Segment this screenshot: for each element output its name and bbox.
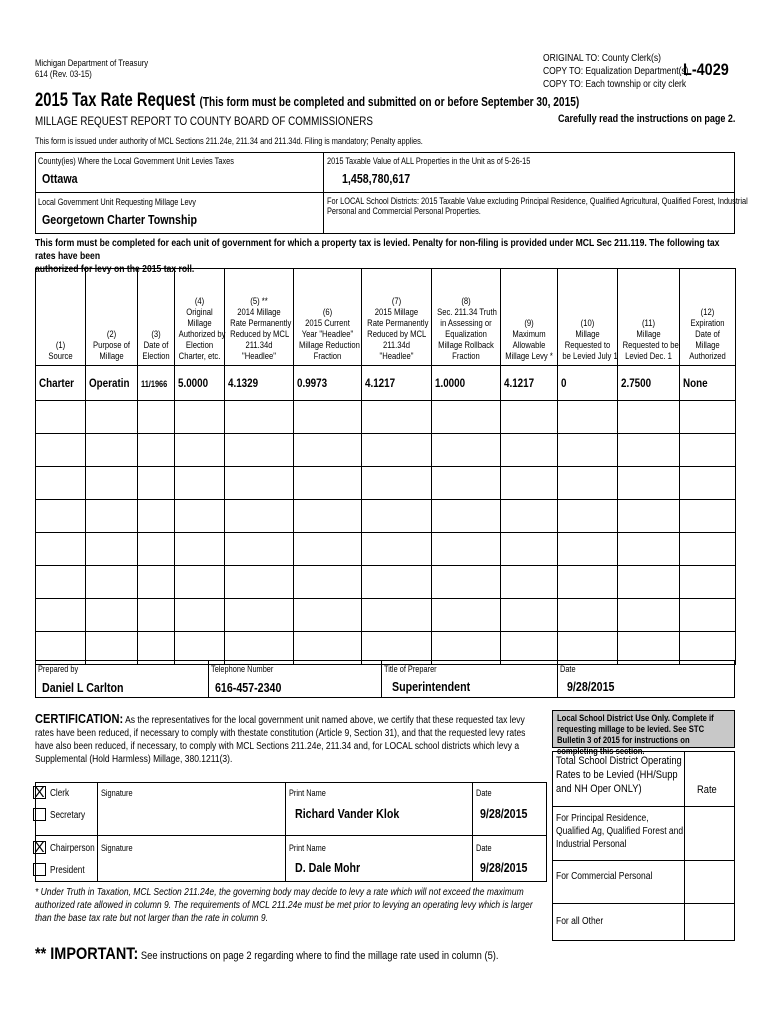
taxable-value-field[interactable]: 1,458,780,617 xyxy=(342,171,411,186)
table-cell[interactable] xyxy=(680,566,736,599)
column-header-line: in Assessing or xyxy=(440,318,492,328)
column-header-7 xyxy=(362,269,432,366)
table-cell[interactable] xyxy=(501,434,558,467)
cell-value: 2.7500 xyxy=(621,376,652,390)
certification-text: As the representatives for the local government unit named above, we certify that these requested tax levy rates have been reduced, if necessary to comply with thestate constitution (Article 9, Section 31), and that the requested levy rates have also been reduced, if necessary, to comply with MCL Sections 211.24e, 211.34 and, for LOCAL school districts which levy a Supplemental (Hold Harmless) Millage, 380.1211(3). xyxy=(35,715,526,765)
sign-date-label: Date xyxy=(476,788,492,798)
table-cell[interactable] xyxy=(294,366,362,401)
school-rate-header: Rate xyxy=(697,784,717,796)
divider xyxy=(285,782,286,882)
important-text: See instructions on page 2 regarding where to find the millage rate used in column (5). xyxy=(140,950,499,962)
table-cell[interactable] xyxy=(175,366,225,401)
column-header-line: "Headlee" xyxy=(242,351,276,361)
title-text: 2015 Tax Rate Request xyxy=(35,90,196,111)
president-checkbox[interactable] xyxy=(33,863,46,876)
table-cell[interactable] xyxy=(618,500,680,533)
divider xyxy=(684,751,685,941)
column-header-line: Fraction xyxy=(313,351,342,361)
phone-field[interactable]: 616-457-2340 xyxy=(215,680,282,695)
table-cell[interactable] xyxy=(432,366,501,401)
table-cell[interactable] xyxy=(501,366,558,401)
column-header-line: Allowable xyxy=(512,340,546,350)
table-row xyxy=(36,566,736,599)
column-header-line: Authorized by xyxy=(178,329,226,339)
table-cell[interactable] xyxy=(501,500,558,533)
table-cell[interactable] xyxy=(362,500,432,533)
clerk-date-field[interactable]: 9/28/2015 xyxy=(480,806,528,821)
column-header-4 xyxy=(175,269,225,366)
instructions-note: Carefully read the instructions on page 2. xyxy=(558,113,736,125)
column-header-line: Election xyxy=(142,351,170,361)
cell-value: None xyxy=(683,376,708,390)
divider xyxy=(35,192,735,193)
column-header-line: (4) xyxy=(194,296,205,306)
important-note xyxy=(35,944,498,964)
table-cell[interactable] xyxy=(432,533,501,566)
column-header-line: Date of xyxy=(143,340,169,350)
table-cell[interactable] xyxy=(138,401,175,434)
table-cell[interactable] xyxy=(294,401,362,434)
table-cell[interactable] xyxy=(618,467,680,500)
column-header-6 xyxy=(294,269,362,366)
table-cell[interactable] xyxy=(294,467,362,500)
table-cell[interactable] xyxy=(138,467,175,500)
table-cell[interactable] xyxy=(175,566,225,599)
table-cell[interactable] xyxy=(138,566,175,599)
school-district-note xyxy=(552,710,735,756)
column-header-11 xyxy=(618,269,680,366)
column-header-line: Millage xyxy=(636,329,661,339)
table-row xyxy=(36,599,736,632)
signature-label: Signature xyxy=(101,788,133,798)
table-cell[interactable] xyxy=(558,434,618,467)
divider xyxy=(552,860,735,861)
column-header-line: Year "Headlee" xyxy=(301,329,354,339)
divider xyxy=(381,660,382,698)
column-header-line: Rate Permanently xyxy=(230,318,292,328)
truth-in-taxation-footnote xyxy=(35,886,547,925)
table-cell[interactable] xyxy=(175,500,225,533)
table-cell[interactable] xyxy=(175,599,225,632)
column-header-line: (9) xyxy=(524,318,534,328)
column-header-line: Election xyxy=(185,340,214,350)
preparer-title-field[interactable]: Superintendent xyxy=(392,679,471,694)
column-header-line: Millage xyxy=(575,329,600,339)
school-taxable-label-2: Personal and Commercial Personal Properties. xyxy=(327,206,481,216)
column-header-line: Millage xyxy=(695,340,720,350)
column-header-8 xyxy=(432,269,501,366)
table-cell[interactable] xyxy=(294,533,362,566)
prepared-by-label: Prepared by xyxy=(38,664,79,674)
column-header-5 xyxy=(225,269,294,366)
page-title xyxy=(35,90,579,112)
table-cell[interactable] xyxy=(501,599,558,632)
column-header-line: Millage Levy * xyxy=(505,351,553,361)
column-header-1 xyxy=(36,269,86,366)
school-rate-other-input[interactable] xyxy=(686,905,734,940)
column-header-12 xyxy=(680,269,736,366)
table-cell[interactable] xyxy=(36,467,86,500)
certification-heading: CERTIFICATION: xyxy=(35,711,124,726)
divider xyxy=(97,782,98,882)
cell-value: 4.1217 xyxy=(365,376,396,390)
column-header-line: Requested to be xyxy=(622,340,679,350)
divider xyxy=(557,660,558,698)
cell-value: Operatin xyxy=(89,376,130,390)
table-cell[interactable] xyxy=(225,434,294,467)
cell-value: 0 xyxy=(561,376,567,390)
table-cell[interactable] xyxy=(36,434,86,467)
divider xyxy=(35,835,547,836)
table-cell[interactable] xyxy=(618,533,680,566)
notice-line-1: This form must be completed for each unit of government for which a property tax is levied. Penalty for non-filing is provided under MCL Sec 211.119. The following tax rates have been xyxy=(35,237,720,262)
table-cell[interactable] xyxy=(618,401,680,434)
table-cell[interactable] xyxy=(294,599,362,632)
table-cell[interactable] xyxy=(558,467,618,500)
cell-value: 0.9973 xyxy=(297,376,328,390)
table-cell[interactable] xyxy=(294,434,362,467)
table-cell[interactable] xyxy=(225,599,294,632)
table-cell[interactable] xyxy=(362,434,432,467)
table-cell[interactable] xyxy=(36,566,86,599)
school-taxable-label-1: For LOCAL School Districts: 2015 Taxable Value excluding Principal Residence, Qualified Agricultural, Qualified Forest, Industrial xyxy=(327,196,748,206)
chairperson-checkbox[interactable]: X xyxy=(34,839,45,856)
table-body xyxy=(36,366,736,665)
unit-label: Local Government Unit Requesting Millage Levy xyxy=(38,197,196,207)
cell-value: 1.0000 xyxy=(435,376,466,390)
column-header-line: 2015 Millage xyxy=(374,307,419,317)
column-header-line: (3) xyxy=(151,329,161,339)
table-cell[interactable] xyxy=(175,467,225,500)
table-cell[interactable] xyxy=(86,500,138,533)
chair-date-field[interactable]: 9/28/2015 xyxy=(480,860,528,875)
table-cell[interactable] xyxy=(558,401,618,434)
column-header-line: 2015 Current xyxy=(305,318,350,328)
column-header-line: Millage Reduction xyxy=(299,340,360,350)
column-header-line: (11) xyxy=(641,318,656,328)
table-cell[interactable] xyxy=(225,533,294,566)
column-header-line: "Headlee" xyxy=(379,351,414,361)
column-header-line: Levied Dec. 1 xyxy=(625,351,672,361)
table-cell[interactable] xyxy=(86,366,138,401)
important-label: ** IMPORTANT: xyxy=(35,944,139,963)
table-cell[interactable] xyxy=(138,434,175,467)
sign-date-label: Date xyxy=(476,843,492,853)
column-header-line: Millage xyxy=(99,351,124,361)
cell-value: 5.0000 xyxy=(178,376,209,390)
column-header-line: Source xyxy=(48,351,73,361)
table-row xyxy=(36,434,736,467)
column-header-line: Purpose of xyxy=(92,340,131,350)
clerk-label: Clerk xyxy=(50,788,70,799)
table-cell[interactable] xyxy=(618,566,680,599)
table-cell[interactable] xyxy=(680,533,736,566)
column-header-line: (10) xyxy=(580,318,595,328)
signature-label: Signature xyxy=(101,843,133,853)
table-cell[interactable] xyxy=(558,599,618,632)
table-cell[interactable] xyxy=(138,366,175,401)
table-cell[interactable] xyxy=(432,467,501,500)
phone-label: Telephone Number xyxy=(211,664,274,674)
table-cell[interactable] xyxy=(618,366,680,401)
school-col1-header: Total School District Operating Rates to be Levied (HH/Supp and NH Oper ONLY) xyxy=(556,755,682,795)
table-cell[interactable] xyxy=(501,566,558,599)
print-name-label: Print Name xyxy=(289,788,326,798)
footnote-text: * Under Truth in Taxation, MCL Section 211.24e, the governing body may decide to levy a rate which will not exceed the maximum authorized rate allowed in column 9. The requirements of MCL 211.24e must be met prior to levying an operating levy which is larger than the base tax rate but not larger than the rate in column 9. xyxy=(35,887,533,924)
form-number: L-4029 xyxy=(683,60,729,79)
table-cell[interactable] xyxy=(362,533,432,566)
copy-line-clerk: COPY TO: Each township or city clerk xyxy=(543,79,687,90)
county-label: County(ies) Where the Local Government Unit Levies Taxes xyxy=(38,156,234,166)
table-cell[interactable] xyxy=(36,533,86,566)
table-cell[interactable] xyxy=(86,599,138,632)
taxable-value-label: 2015 Taxable Value of ALL Properties in the Unit as of 5-26-15 xyxy=(327,156,531,166)
table-cell[interactable] xyxy=(680,599,736,632)
column-header-10 xyxy=(558,269,618,366)
table-cell[interactable] xyxy=(680,434,736,467)
millage-table xyxy=(35,268,736,665)
table-cell[interactable] xyxy=(362,599,432,632)
column-header-line: (12) xyxy=(700,307,715,317)
table-cell[interactable] xyxy=(362,401,432,434)
column-header-line: be Levied July 1 xyxy=(562,351,618,361)
divider xyxy=(472,782,473,882)
column-header-line: Reduced by MCL xyxy=(367,329,427,339)
column-header-line: (8) xyxy=(461,296,471,306)
table-cell[interactable] xyxy=(501,467,558,500)
column-header-line: Charter, etc. xyxy=(178,351,221,361)
table-cell[interactable] xyxy=(175,434,225,467)
column-header-line: Original xyxy=(186,307,213,317)
prepared-date-label: Date xyxy=(560,664,576,674)
table-cell[interactable] xyxy=(432,566,501,599)
column-header-line: Millage xyxy=(187,318,212,328)
table-cell[interactable] xyxy=(618,434,680,467)
form-revision: 614 (Rev. 03-15) xyxy=(35,69,92,79)
column-header-9 xyxy=(501,269,558,366)
clerk-name-field[interactable]: Richard Vander Klok xyxy=(295,806,400,821)
table-cell[interactable] xyxy=(680,500,736,533)
column-header-2 xyxy=(86,269,138,366)
table-cell[interactable] xyxy=(225,467,294,500)
divider xyxy=(552,903,735,904)
column-header-line: 211.34d xyxy=(382,340,411,350)
table-cell[interactable] xyxy=(362,366,432,401)
school-row-commercial: For Commercial Personal xyxy=(556,871,653,882)
column-header-line: Equalization xyxy=(445,329,487,339)
department-name: Michigan Department of Treasury xyxy=(35,58,149,68)
table-cell[interactable] xyxy=(558,533,618,566)
county-field[interactable]: Ottawa xyxy=(42,171,78,186)
table-cell[interactable] xyxy=(225,566,294,599)
table-cell[interactable] xyxy=(225,500,294,533)
school-rate-commercial-input[interactable] xyxy=(686,862,734,902)
notice-line-2: authorized for levy on the 2015 tax roll. xyxy=(35,263,195,275)
table-cell[interactable] xyxy=(86,401,138,434)
school-note-text: Local School District Use Only. Complete if requesting millage to be levied. See STC Bulletin 3 of 2015 for instructions on completing this section. xyxy=(557,713,714,756)
table-cell[interactable] xyxy=(86,533,138,566)
table-row xyxy=(36,500,736,533)
table-cell[interactable] xyxy=(138,533,175,566)
table-cell[interactable] xyxy=(138,500,175,533)
table-cell[interactable] xyxy=(175,401,225,434)
table-cell[interactable] xyxy=(36,599,86,632)
table-cell[interactable] xyxy=(86,566,138,599)
cell-value: Charter xyxy=(39,376,75,390)
table-cell[interactable] xyxy=(501,401,558,434)
table-header-row xyxy=(36,269,736,366)
table-row xyxy=(36,366,736,401)
table-cell[interactable] xyxy=(36,366,86,401)
table-cell[interactable] xyxy=(558,566,618,599)
president-label: President xyxy=(50,865,85,876)
table-cell[interactable] xyxy=(36,401,86,434)
table-cell[interactable] xyxy=(294,500,362,533)
column-header-line: Authorized xyxy=(689,351,726,361)
divider xyxy=(552,806,735,807)
column-header-line: Reduced by MCL xyxy=(230,329,290,339)
chairperson-label: Chairperson xyxy=(50,843,95,854)
column-header-line: (5) ** xyxy=(250,296,268,306)
column-header-line: Fraction xyxy=(452,351,480,361)
print-name-label: Print Name xyxy=(289,843,326,853)
table-cell[interactable] xyxy=(362,467,432,500)
cell-value: 11/1966 xyxy=(141,379,168,389)
column-header-line: Rate Permanently xyxy=(367,318,429,328)
table-row xyxy=(36,533,736,566)
table-row xyxy=(36,401,736,434)
table-cell[interactable] xyxy=(36,500,86,533)
divider xyxy=(323,152,324,234)
column-header-3 xyxy=(138,269,175,366)
table-cell[interactable] xyxy=(432,434,501,467)
table-cell[interactable] xyxy=(558,500,618,533)
authority-statement: This form is issued under authority of MCL Sections 211.24e, 211.34 and 211.34d. Filing is mandatory; Penalty applies. xyxy=(35,136,423,146)
column-header-line: 211.34d xyxy=(245,340,273,350)
copy-line-original: ORIGINAL TO: County Clerk(s) xyxy=(543,53,661,64)
table-cell[interactable] xyxy=(86,467,138,500)
table-cell[interactable] xyxy=(432,401,501,434)
department-block xyxy=(35,58,148,80)
table-cell[interactable] xyxy=(86,434,138,467)
divider xyxy=(208,660,209,698)
page-subtitle: MILLAGE REQUEST REPORT TO COUNTY BOARD OF COMMISSIONERS xyxy=(35,114,373,128)
table-cell[interactable] xyxy=(558,366,618,401)
prepared-by-field[interactable]: Daniel L Carlton xyxy=(42,680,124,695)
column-header-line: Millage Rollback xyxy=(438,340,494,350)
cell-value: 4.1217 xyxy=(504,376,535,390)
secretary-checkbox[interactable] xyxy=(33,808,46,821)
table-cell[interactable] xyxy=(432,500,501,533)
column-header-line: Sec. 211.34 Truth xyxy=(437,307,497,317)
cell-value: 4.1329 xyxy=(228,376,259,390)
table-cell[interactable] xyxy=(225,401,294,434)
table-cell[interactable] xyxy=(294,566,362,599)
column-header-line: Date of xyxy=(695,329,720,339)
table-cell[interactable] xyxy=(618,599,680,632)
title-deadline-note: (This form must be completed and submitted on or before September 30, 2015) xyxy=(199,94,580,109)
table-cell[interactable] xyxy=(175,533,225,566)
school-row-other: For all Other xyxy=(556,916,604,927)
table-cell[interactable] xyxy=(680,401,736,434)
table-cell[interactable] xyxy=(138,599,175,632)
column-header-line: (6) xyxy=(322,307,333,317)
table-cell[interactable] xyxy=(680,366,736,401)
clerk-checkbox[interactable]: X xyxy=(34,784,45,801)
column-header-line: (1) xyxy=(55,340,66,350)
column-header-line: 2014 Millage xyxy=(237,307,281,317)
preparer-title-label: Title of Preparer xyxy=(384,664,437,674)
table-cell[interactable] xyxy=(225,366,294,401)
column-header-line: Expiration xyxy=(690,318,725,328)
certification-block xyxy=(35,712,547,766)
unit-field[interactable]: Georgetown Charter Township xyxy=(42,212,197,227)
table-row xyxy=(36,467,736,500)
school-row-principal: For Principal Residence, Qualified Ag, Qualified Forest and Industrial Personal xyxy=(556,813,684,850)
table-cell[interactable] xyxy=(680,467,736,500)
table-cell[interactable] xyxy=(501,533,558,566)
secretary-label: Secretary xyxy=(50,810,86,821)
column-header-line: (2) xyxy=(106,329,117,339)
table-cell[interactable] xyxy=(362,566,432,599)
column-header-line: Requested to xyxy=(564,340,611,350)
chair-name-field[interactable]: D. Dale Mohr xyxy=(295,860,361,875)
table-cell[interactable] xyxy=(432,599,501,632)
copy-line-equalization: COPY TO: Equalization Department(s) xyxy=(543,66,689,77)
school-rate-principal-input[interactable] xyxy=(686,808,734,859)
column-header-line: (7) xyxy=(391,296,402,306)
prepared-date-field[interactable]: 9/28/2015 xyxy=(567,679,615,694)
column-header-line: Maximum xyxy=(512,329,546,339)
